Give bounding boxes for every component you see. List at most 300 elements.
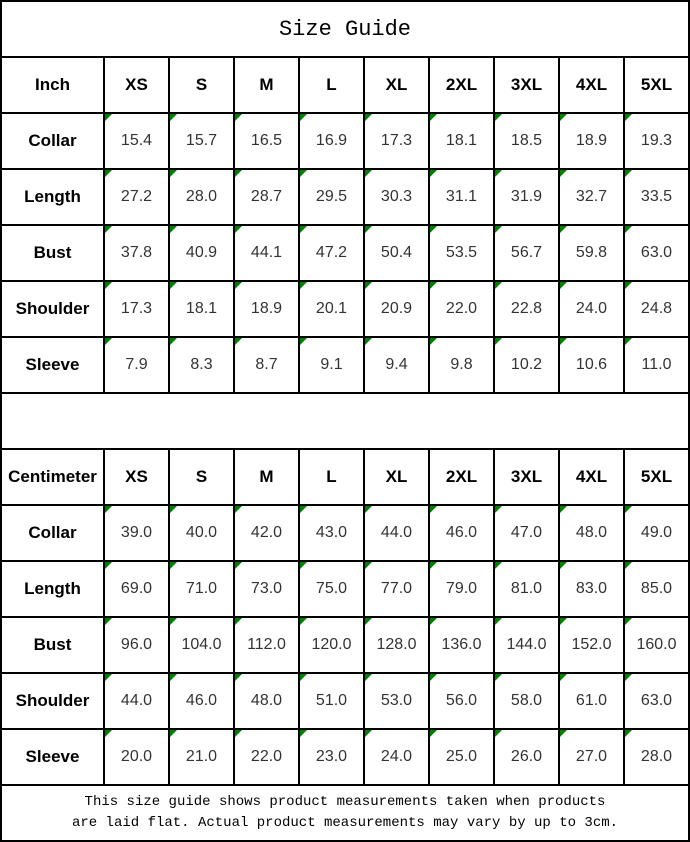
cell-flag-icon [300,226,307,233]
value-cell-text: 73.0 [250,580,283,597]
value-cell [430,730,493,784]
cell-flag-icon [170,338,177,345]
value-cell [560,730,623,784]
cell-flag-icon [365,114,372,121]
cell-flag-icon [430,618,437,625]
row-label [2,114,103,168]
value-cell-text: 40.9 [185,244,218,261]
value-cell-text: 85.0 [640,580,673,597]
cell-flag-icon [430,730,437,737]
cell-flag-icon [560,506,567,513]
value-cell [560,618,623,672]
cell-flag-icon [495,506,502,513]
value-cell [170,562,233,616]
size-header [365,58,428,112]
value-cell [365,226,428,280]
cell-flag-icon [625,562,632,569]
size-header-text: S [195,75,208,94]
cell-flag-icon [495,338,502,345]
value-cell-text: 69.0 [120,580,153,597]
size-header-text: 4XL [575,467,608,486]
size-header [430,58,493,112]
value-cell [625,226,688,280]
cell-flag-icon [430,226,437,233]
value-cell-text: 20.0 [120,748,153,765]
value-cell [495,338,558,392]
value-cell [105,282,168,336]
size-header-text: XS [125,467,148,486]
value-cell-text: 47.0 [510,524,543,541]
value-cell-text: 152.0 [571,636,612,653]
value-cell-text: 49.0 [640,524,673,541]
value-cell [170,282,233,336]
cell-flag-icon [365,618,372,625]
cell-flag-icon [105,170,112,177]
value-cell [235,282,298,336]
value-cell-text: 27.0 [575,748,608,765]
footer-row [2,786,688,840]
value-cell [495,562,558,616]
value-cell-text: 9.4 [385,356,408,373]
cell-flag-icon [170,506,177,513]
value-cell-text: 50.4 [380,244,413,261]
value-cell-text: 53.0 [380,692,413,709]
value-cell-text: 136.0 [441,636,482,653]
value-cell [430,338,493,392]
table-title-row [2,2,688,56]
value-cell [300,730,363,784]
cell-flag-icon [625,114,632,121]
unit-label [2,58,103,112]
cell-flag-icon [430,674,437,681]
size-header-text: M [259,467,274,486]
size-header [235,450,298,504]
value-cell-text: 120.0 [311,636,352,653]
value-cell-text: 44.0 [380,524,413,541]
measurement-row [2,114,688,168]
value-cell [495,282,558,336]
value-cell-text: 27.2 [120,188,153,205]
measurement-row [2,282,688,336]
value-cell [105,170,168,224]
cell-flag-icon [235,338,242,345]
value-cell-text: 22.8 [510,300,543,317]
value-cell-text: 104.0 [181,636,222,653]
cell-flag-icon [300,114,307,121]
size-header-text: S [195,467,208,486]
size-header [105,58,168,112]
cell-flag-icon [365,170,372,177]
measurement-row [2,562,688,616]
size-header-text: 4XL [575,75,608,94]
measurement-row [2,730,688,784]
value-cell [235,226,298,280]
cell-flag-icon [300,506,307,513]
row-label [2,674,103,728]
cell-flag-icon [235,114,242,121]
cell-flag-icon [170,170,177,177]
value-cell-text: 61.0 [575,692,608,709]
value-cell-text: 10.6 [575,356,608,373]
cell-flag-icon [365,562,372,569]
value-cell-text: 23.0 [315,748,348,765]
cell-flag-icon [300,338,307,345]
value-cell [560,114,623,168]
row-label-text: Shoulder [15,691,90,710]
value-cell-text: 22.0 [250,748,283,765]
cell-flag-icon [105,562,112,569]
row-label [2,226,103,280]
row-label-text: Length [24,579,81,598]
size-header-text: L [326,75,337,94]
value-cell [625,618,688,672]
cell-flag-icon [430,114,437,121]
value-cell [625,730,688,784]
footer-note-line2: are laid flat. Actual product measurements may vary by up to 3cm. [71,815,619,831]
cell-flag-icon [560,674,567,681]
value-cell-text: 18.1 [185,300,218,317]
measurement-row [2,338,688,392]
value-cell-text: 30.3 [380,188,413,205]
value-cell-text: 32.7 [575,188,608,205]
value-cell [625,282,688,336]
value-cell-text: 15.7 [185,132,218,149]
value-cell-text: 20.1 [315,300,348,317]
cell-flag-icon [430,282,437,289]
row-label [2,282,103,336]
cell-flag-icon [625,730,632,737]
cell-flag-icon [495,226,502,233]
value-cell-text: 63.0 [640,244,673,261]
size-header-text: 5XL [640,467,673,486]
cell-flag-icon [365,730,372,737]
cell-flag-icon [625,618,632,625]
value-cell [170,114,233,168]
value-cell-text: 24.0 [380,748,413,765]
value-cell-text: 17.3 [120,300,153,317]
value-cell-text: 59.8 [575,244,608,261]
value-cell-text: 53.5 [445,244,478,261]
cell-flag-icon [560,282,567,289]
row-label [2,618,103,672]
value-cell [365,282,428,336]
row-label [2,730,103,784]
value-cell-text: 96.0 [120,636,153,653]
cell-flag-icon [430,170,437,177]
cell-flag-icon [235,226,242,233]
value-cell [235,506,298,560]
size-header [625,450,688,504]
cell-flag-icon [170,282,177,289]
value-cell [495,226,558,280]
value-cell [105,618,168,672]
value-cell-text: 37.8 [120,244,153,261]
value-cell-text: 28.0 [185,188,218,205]
cell-flag-icon [300,170,307,177]
cell-flag-icon [495,730,502,737]
value-cell [300,226,363,280]
value-cell-text: 42.0 [250,524,283,541]
size-header-row [2,450,688,504]
value-cell-text: 79.0 [445,580,478,597]
value-cell-text: 33.5 [640,188,673,205]
cell-flag-icon [365,338,372,345]
cell-flag-icon [105,674,112,681]
value-cell-text: 58.0 [510,692,543,709]
size-header [365,450,428,504]
size-header-text: XL [385,467,408,486]
value-cell [235,114,298,168]
cell-flag-icon [625,674,632,681]
cell-flag-icon [560,226,567,233]
value-cell-text: 26.0 [510,748,543,765]
value-cell [300,114,363,168]
cell-flag-icon [365,282,372,289]
value-cell-text: 15.4 [120,132,153,149]
cell-flag-icon [560,618,567,625]
cell-flag-icon [300,562,307,569]
value-cell-text: 9.8 [450,356,473,373]
row-label-text: Length [24,187,81,206]
cell-flag-icon [560,170,567,177]
cell-flag-icon [170,562,177,569]
value-cell [105,562,168,616]
value-cell [300,562,363,616]
measurement-row [2,170,688,224]
value-cell-text: 48.0 [575,524,608,541]
cell-flag-icon [105,282,112,289]
value-cell-text: 16.5 [250,132,283,149]
value-cell [560,506,623,560]
value-cell [365,674,428,728]
value-cell-text: 24.8 [640,300,673,317]
size-header-text: 2XL [445,75,478,94]
value-cell-text: 44.1 [250,244,283,261]
value-cell [170,338,233,392]
cell-flag-icon [560,338,567,345]
cell-flag-icon [105,506,112,513]
value-cell-text: 31.1 [445,188,478,205]
value-cell-text: 46.0 [445,524,478,541]
value-cell [105,506,168,560]
value-cell-text: 83.0 [575,580,608,597]
cell-flag-icon [170,618,177,625]
size-header-text: 3XL [510,75,543,94]
size-header [170,450,233,504]
cell-flag-icon [495,282,502,289]
value-cell [300,674,363,728]
size-header-text: 2XL [445,467,478,486]
value-cell [430,114,493,168]
value-cell-text: 11.0 [641,356,672,373]
value-cell [495,170,558,224]
row-label-text: Sleeve [25,747,80,766]
size-header [495,58,558,112]
cell-flag-icon [430,562,437,569]
cell-flag-icon [430,506,437,513]
unit-label-text: Inch [35,75,70,94]
value-cell-text: 48.0 [250,692,283,709]
size-header-text: XS [125,75,148,94]
footer-note-line1: This size guide shows product measurements taken when products [84,794,606,810]
cell-flag-icon [300,618,307,625]
cell-flag-icon [235,562,242,569]
value-cell [365,338,428,392]
size-header [430,450,493,504]
size-header-text: XL [385,75,408,94]
size-header [300,58,363,112]
value-cell [105,226,168,280]
value-cell [430,226,493,280]
value-cell [625,562,688,616]
cell-flag-icon [105,338,112,345]
cell-flag-icon [365,674,372,681]
size-header [625,58,688,112]
value-cell-text: 77.0 [380,580,413,597]
value-cell-text: 24.0 [575,300,608,317]
cell-flag-icon [235,282,242,289]
cell-flag-icon [235,674,242,681]
size-header [560,450,623,504]
size-header-text: M [259,75,274,94]
value-cell [430,562,493,616]
value-cell-text: 47.2 [315,244,348,261]
value-cell [560,338,623,392]
cell-flag-icon [105,730,112,737]
value-cell-text: 16.9 [315,132,348,149]
cell-flag-icon [235,506,242,513]
cell-flag-icon [625,506,632,513]
value-cell [300,506,363,560]
measurement-row [2,506,688,560]
value-cell [105,674,168,728]
value-cell [235,730,298,784]
cell-flag-icon [495,618,502,625]
value-cell [560,170,623,224]
size-header [560,58,623,112]
value-cell [300,618,363,672]
cell-flag-icon [170,674,177,681]
size-header [300,450,363,504]
value-cell [430,282,493,336]
size-header-row [2,58,688,112]
value-cell-text: 160.0 [636,636,677,653]
value-cell [365,562,428,616]
value-cell-text: 21.0 [185,748,218,765]
cell-flag-icon [365,506,372,513]
value-cell [170,170,233,224]
value-cell [495,506,558,560]
value-cell [365,618,428,672]
cell-flag-icon [235,170,242,177]
cell-flag-icon [560,730,567,737]
cell-flag-icon [625,338,632,345]
cell-flag-icon [170,730,177,737]
size-header-text: 5XL [640,75,673,94]
value-cell [625,674,688,728]
value-cell [300,338,363,392]
value-cell [365,170,428,224]
value-cell-text: 63.0 [640,692,673,709]
size-header-text: 3XL [510,467,543,486]
value-cell-text: 39.0 [120,524,153,541]
cell-flag-icon [105,226,112,233]
cell-flag-icon [560,114,567,121]
value-cell [625,506,688,560]
value-cell [560,282,623,336]
cell-flag-icon [170,114,177,121]
value-cell [170,506,233,560]
value-cell [495,730,558,784]
row-label [2,170,103,224]
value-cell [235,562,298,616]
page-title: Size Guide [278,16,412,42]
value-cell [105,114,168,168]
value-cell-text: 7.9 [125,356,148,373]
value-cell-text: 19.3 [640,132,673,149]
value-cell-text: 43.0 [315,524,348,541]
cell-flag-icon [170,226,177,233]
value-cell [495,114,558,168]
value-cell [430,618,493,672]
value-cell [235,618,298,672]
cell-flag-icon [495,114,502,121]
size-header [105,450,168,504]
value-cell-text: 25.0 [445,748,478,765]
row-label-text: Sleeve [25,355,80,374]
value-cell [365,730,428,784]
cell-flag-icon [625,282,632,289]
value-cell [495,618,558,672]
value-cell [495,674,558,728]
value-cell-text: 144.0 [506,636,547,653]
value-cell-text: 8.3 [190,356,213,373]
unit-label [2,450,103,504]
cell-flag-icon [495,170,502,177]
cell-flag-icon [105,618,112,625]
cell-flag-icon [300,730,307,737]
value-cell [430,170,493,224]
value-cell-text: 56.0 [445,692,478,709]
cell-flag-icon [105,114,112,121]
size-header [170,58,233,112]
row-label [2,506,103,560]
value-cell [560,562,623,616]
value-cell [105,730,168,784]
value-cell-text: 22.0 [445,300,478,317]
value-cell [625,114,688,168]
value-cell-text: 40.0 [185,524,218,541]
cell-flag-icon [430,338,437,345]
cell-flag-icon [300,282,307,289]
value-cell-text: 20.9 [380,300,413,317]
value-cell-text: 18.5 [510,132,543,149]
row-label-text: Shoulder [15,299,90,318]
value-cell-text: 81.0 [510,580,543,597]
cell-flag-icon [625,170,632,177]
value-cell [170,730,233,784]
value-cell [365,114,428,168]
value-cell-text: 18.9 [250,300,283,317]
value-cell [300,170,363,224]
row-label-text: Collar [28,523,77,542]
value-cell-text: 71.0 [185,580,218,597]
value-cell [365,506,428,560]
size-header-text: L [326,467,337,486]
cell-flag-icon [495,562,502,569]
value-cell-text: 51.0 [315,692,348,709]
value-cell [105,338,168,392]
